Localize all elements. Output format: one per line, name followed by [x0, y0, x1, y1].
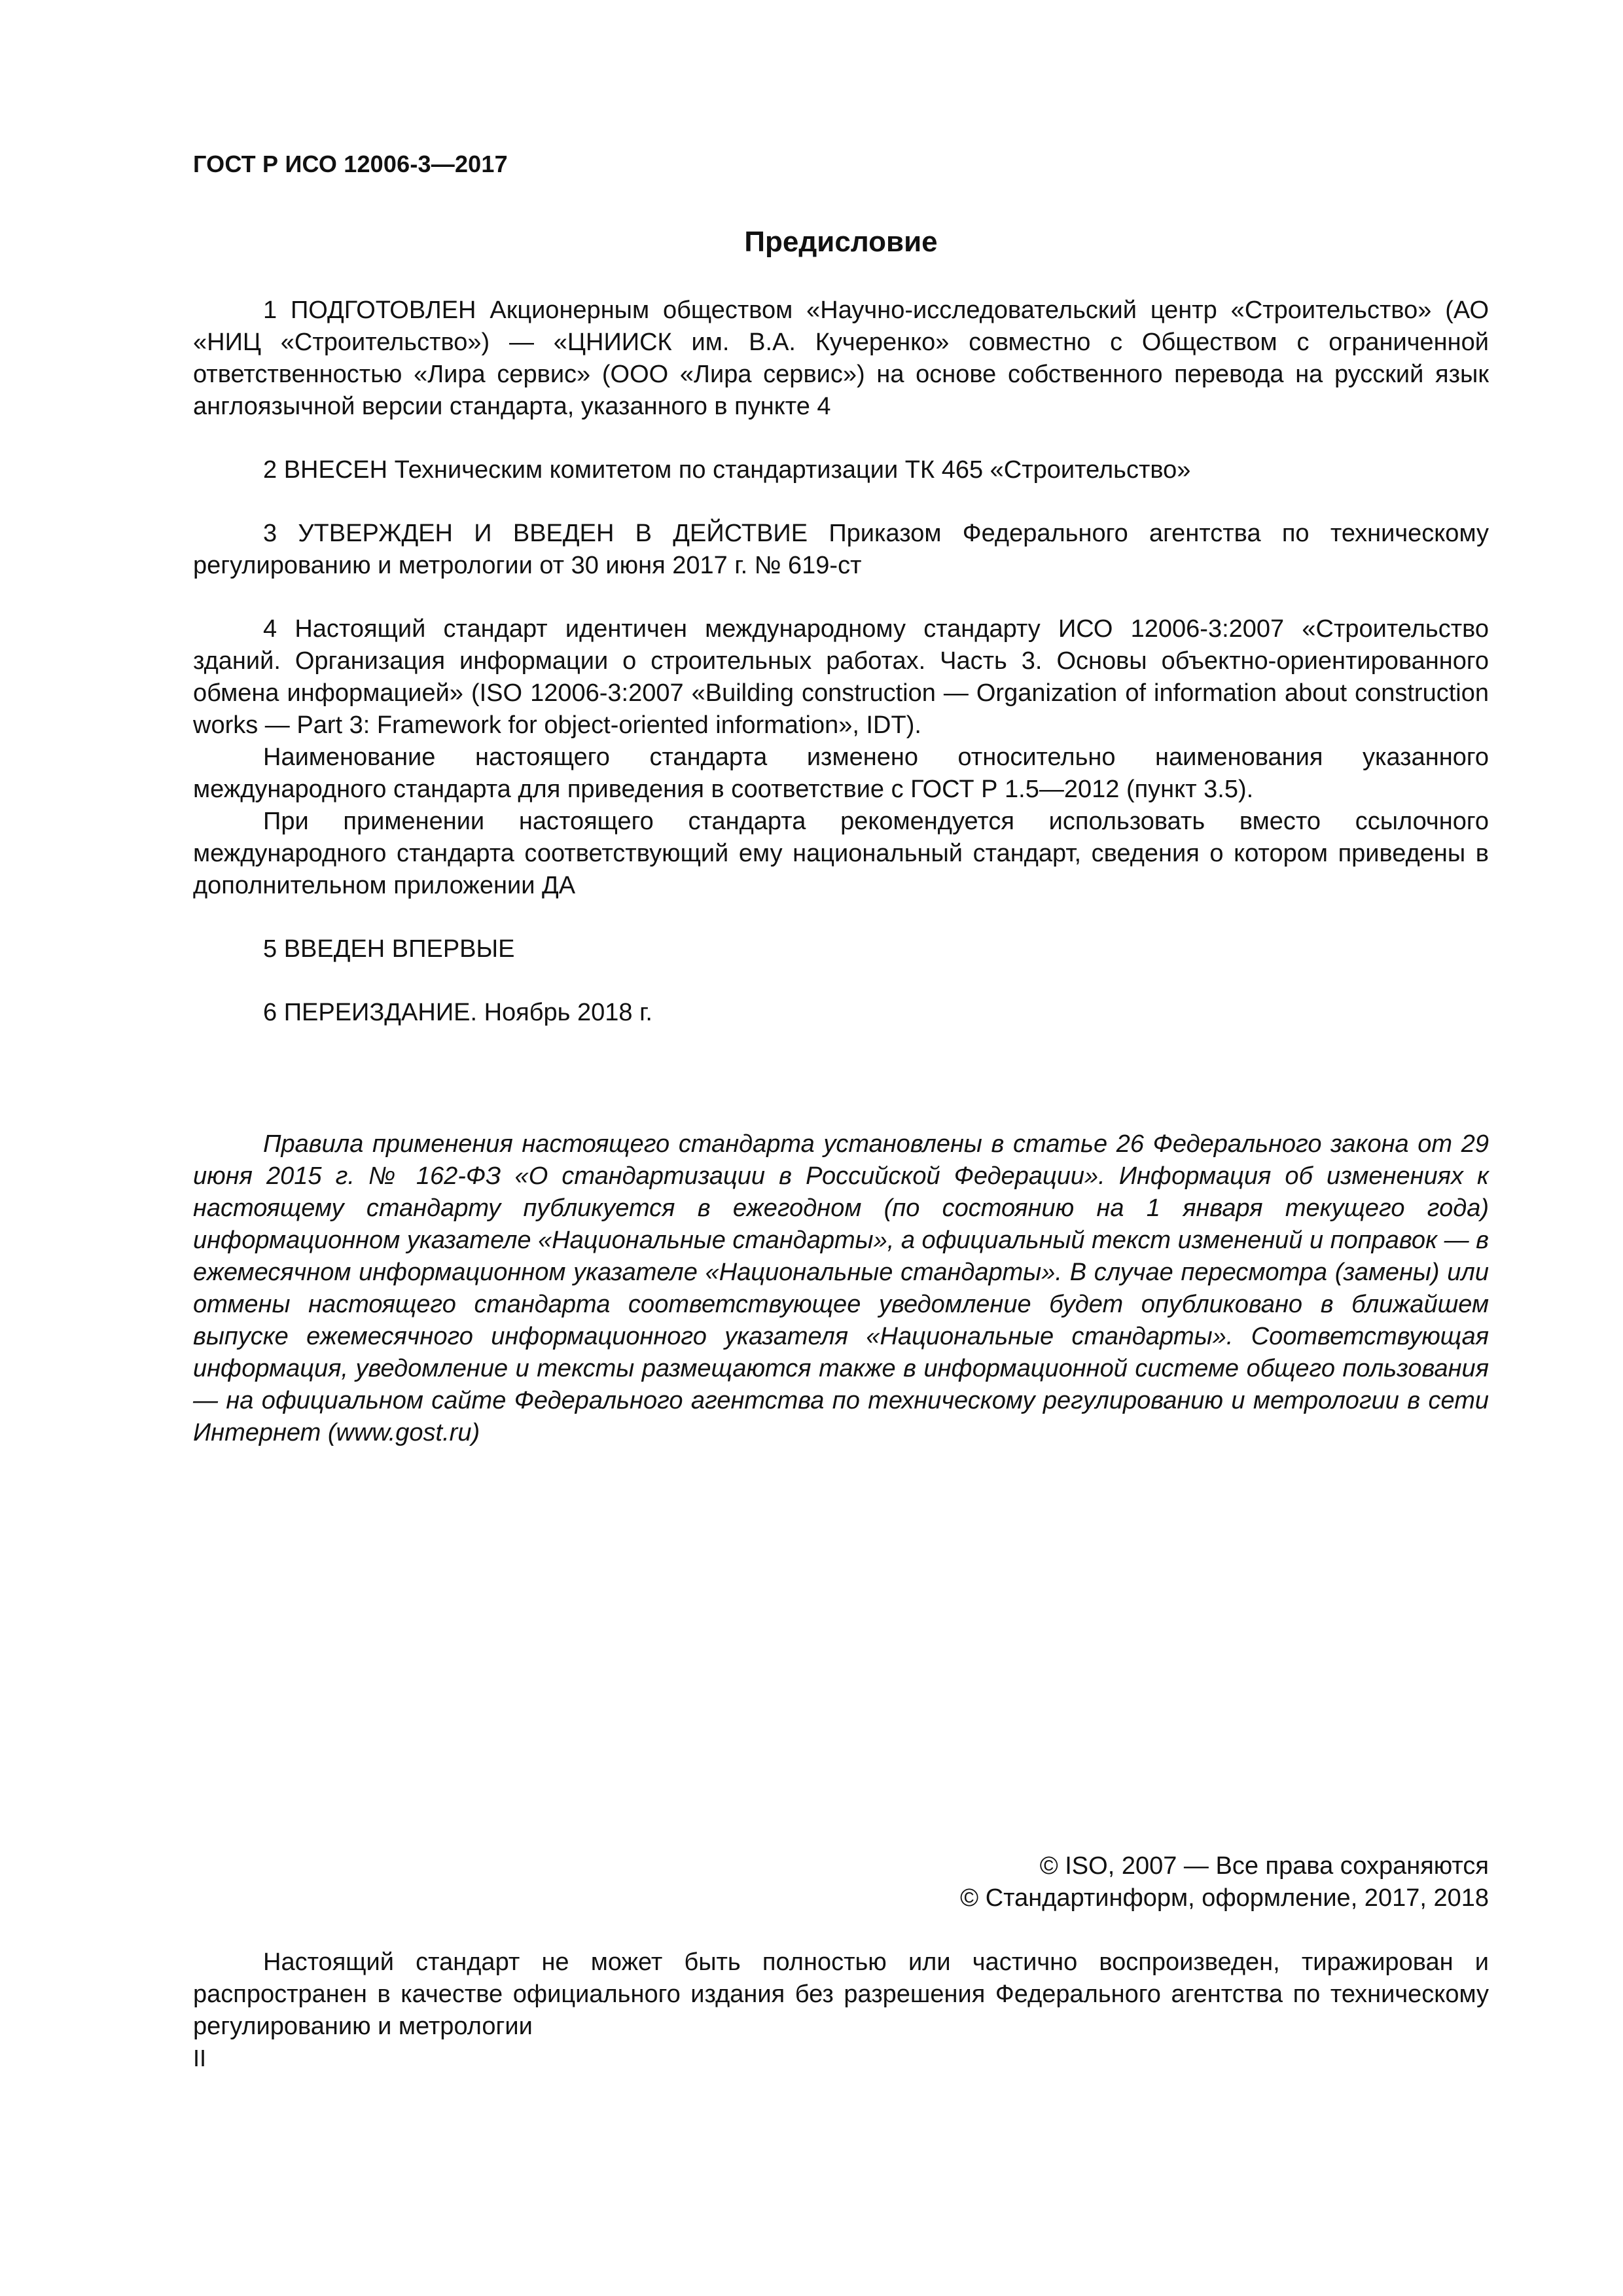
foreword-item-4-paragraph-2: Наименование настоящего стандарта изменено относительно наименования указанного международного стандарта для приведения в соответствие с ГОСТ Р 1.5—2012 (пункт 3.5).: [193, 744, 1489, 803]
reproduction-notice: [193, 1946, 1489, 2043]
foreword-body: [193, 295, 1489, 1029]
foreword-item-4-paragraph-3: При применении настоящего стандарта рекомендуется использовать вместо ссылочного международного стандарта соответствующий ему национальный стандарт, сведения о котором приведены в дополнительном приложении ДА: [193, 808, 1489, 899]
document-header: ГОСТ Р ИСО 12006-3—2017: [193, 151, 508, 177]
foreword-item-1: 1 ПОДГОТОВЛЕН Акционерным обществом «Научно-исследовательский центр «Строительство» (АО «НИЦ «Строительство») — «ЦНИИСК им. В.А. Кучеренко» совместно с Обществом с ограниченной ответственностью «Лира сервис» (ООО «Лира сервис») на основе собственного перевода на русский язык англоязычной версии стандарта, указанного в пункте 4: [193, 296, 1489, 420]
note-paragraph: Правила применения настоящего стандарта установлены в статье 26 Федерального закона от 29 июня 2015 г. № 162-ФЗ «О стандартизации в Российской Федерации». Информация об изменениях к настоящему стандарту публикуется в ежегодном (по состоянию на 1 января текущего года) информационном указателе «Национальные стандарты», а официальный текст изменений и поправок — в ежемесячном информационном указателе «Национальные стандарты». В случае пересмотра (замены) или отмены настоящего стандарта соответствующее уведомление будет опубликовано в ближайшем выпуске ежемесячного информационного указателя «Национальные стандарты». Соответствующая информация, уведомление и тексты размещаются также в информационной системе общего пользования — на официальном сайте Федерального агентства по техническому регулированию и метрологии в сети Интернет (www.gost.ru): [193, 1130, 1489, 1446]
page-title: Предисловие: [744, 226, 938, 258]
copyright-block: [193, 1850, 1489, 1914]
foreword-item-2: 2 ВНЕСЕН Техническим комитетом по стандартизации ТК 465 «Строительство»: [263, 456, 1191, 484]
copyright-line-standartinform: © Стандартинформ, оформление, 2017, 2018: [960, 1884, 1489, 1912]
copyright-line-iso: © ISO, 2007 — Все права сохраняются: [1039, 1852, 1489, 1880]
application-rules-note: [193, 1128, 1489, 1449]
foreword-item-5: 5 ВВЕДЕН ВПЕРВЫЕ: [263, 935, 515, 963]
notice-paragraph: Настоящий стандарт не может быть полностью или частично воспроизведен, тиражирован и распространен в качестве официального издания без разрешения Федерального агентства по техническому регулированию и метрологии: [193, 1948, 1489, 2040]
foreword-item-3: 3 УТВЕРЖДЕН И ВВЕДЕН В ДЕЙСТВИЕ Приказом Федерального агентства по техническому регулированию и метрологии от 30 июня 2017 г. № 619-ст: [193, 520, 1489, 579]
page-number: II: [193, 2045, 207, 2072]
foreword-item-4: 4 Настоящий стандарт идентичен международному стандарту ИСО 12006-3:2007 «Строительство зданий. Организация информации о строительных работах. Часть 3. Основы объектно-ориентированного обмена информацией» (ISO 12006-3:2007 «Building construction — Organization of information about construction works — Part 3: Framework for object-oriented information», IDT).: [193, 615, 1489, 739]
foreword-item-6: 6 ПЕРЕИЗДАНИЕ. Ноябрь 2018 г.: [263, 999, 652, 1026]
